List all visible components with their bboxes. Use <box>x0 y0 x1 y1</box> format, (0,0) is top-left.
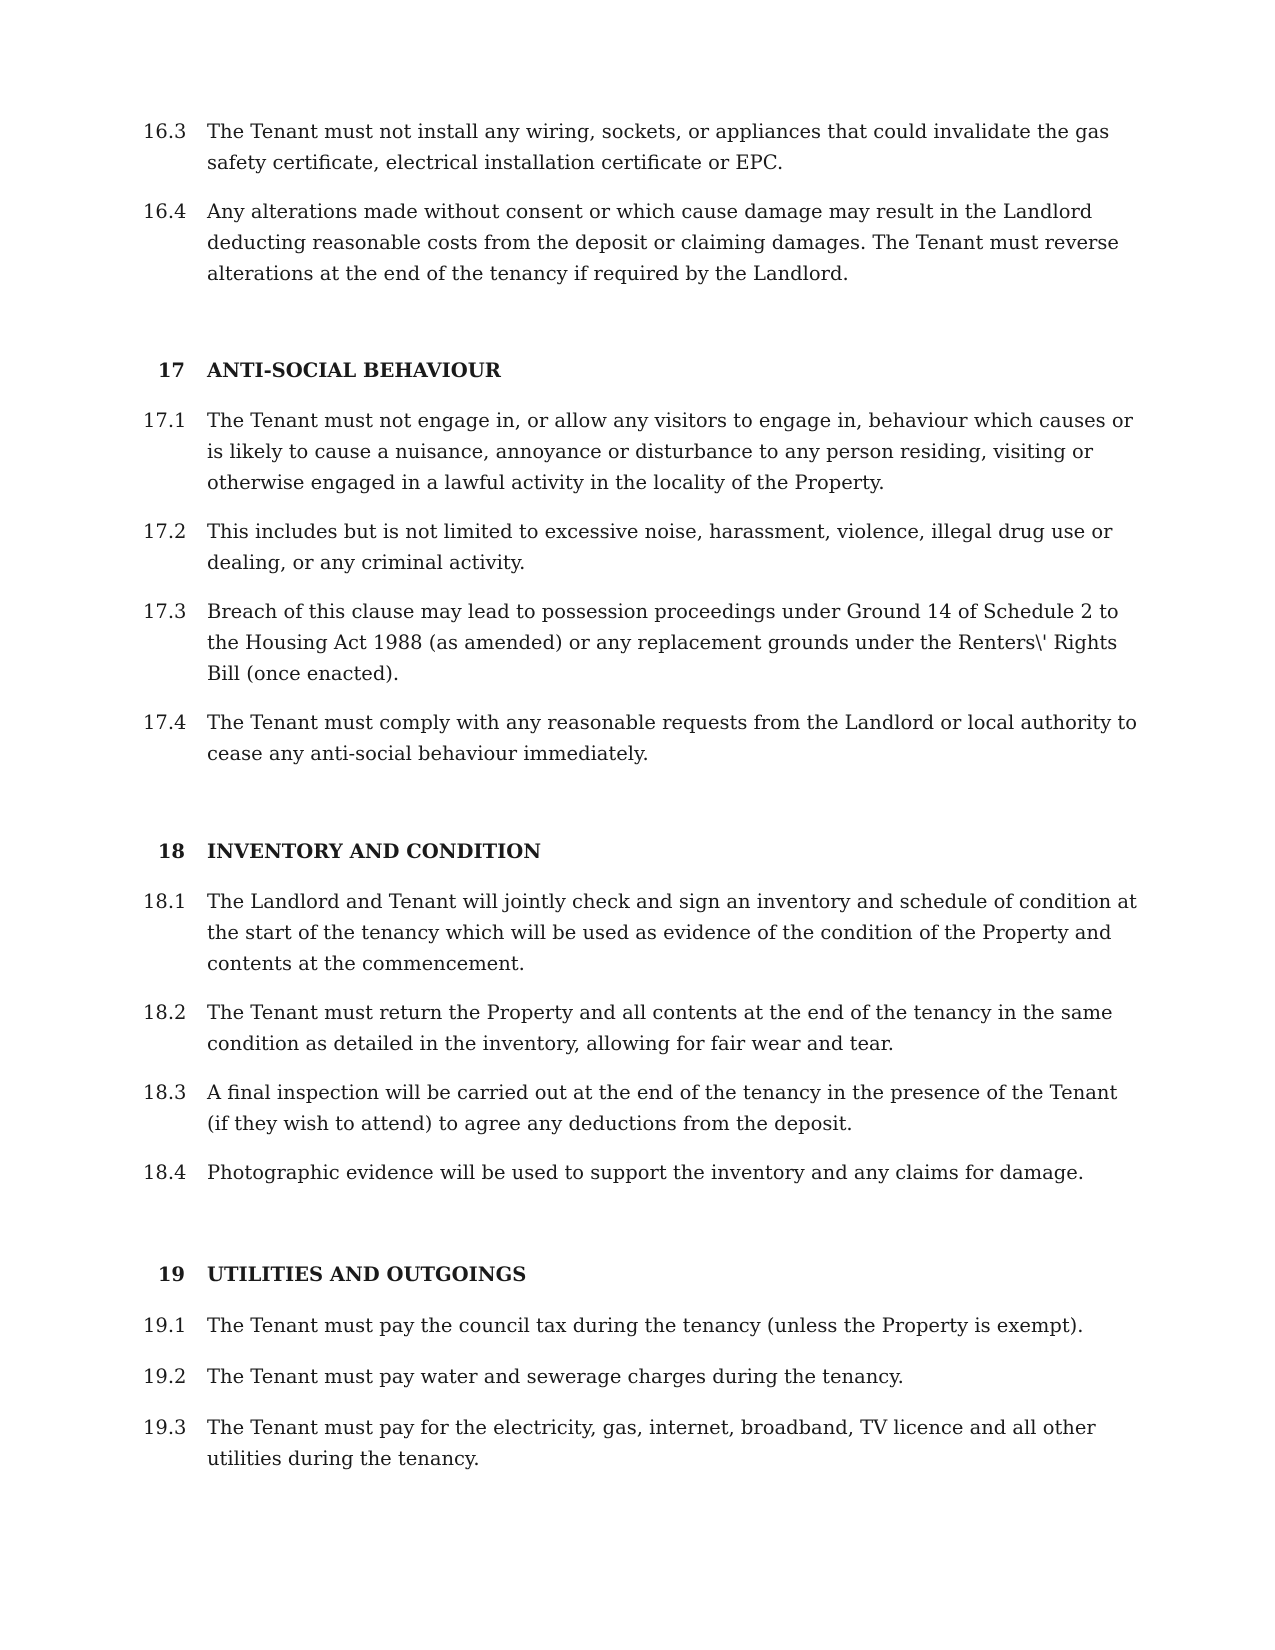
clause-number: 17.3 <box>143 600 187 623</box>
clause-number: 17.2 <box>143 520 187 543</box>
clause-text: Breach of this clause may lead to possession proceedings under Ground 14 of Schedule 2 to the Housing Act 1988 (as amended) or any replacement grounds under the Renters\' Rights Bill (once enacted). <box>207 600 1119 685</box>
clause-number: 19.1 <box>143 1314 187 1337</box>
clause-number: 16.3 <box>143 120 187 143</box>
clause-number: 17.1 <box>143 409 187 432</box>
clause-text: Photographic evidence will be used to support the inventory and any claims for damage. <box>207 1161 1084 1184</box>
clause-number: 18.2 <box>143 1001 187 1024</box>
clause-text: The Tenant must pay for the electricity, gas, internet, broadband, TV licence and all other utilities during the tenancy. <box>207 1416 1096 1470</box>
section-title: ANTI-SOCIAL BEHAVIOUR <box>207 359 501 382</box>
section-number: 18 <box>157 840 185 863</box>
section-title: UTILITIES AND OUTGOINGS <box>207 1263 527 1286</box>
clause-text: The Tenant must not engage in, or allow any visitors to engage in, behaviour which causes or is likely to cause a nuisance, annoyance or disturbance to any person residing, visiting or otherwise engaged in a lawful activity in the locality of the Property. <box>207 409 1133 494</box>
section-number: 19 <box>157 1263 185 1286</box>
clause-number: 19.2 <box>143 1365 187 1388</box>
clause-text: The Tenant must pay the council tax during the tenancy (unless the Property is exempt). <box>207 1314 1084 1337</box>
clause-text: Any alterations made without consent or which cause damage may result in the Landlord deducting reasonable costs from the deposit or claiming damages. The Tenant must reverse alterations at the end of the tenancy if required by the Landlord. <box>207 200 1119 285</box>
clause-number: 17.4 <box>143 711 187 734</box>
clause-number: 16.4 <box>143 200 187 223</box>
clause-text: The Landlord and Tenant will jointly check and sign an inventory and schedule of condition at the start of the tenancy which will be used as evidence of the condition of the Property and contents at the commencement. <box>207 890 1137 975</box>
section-number: 17 <box>157 359 185 382</box>
section-title: INVENTORY AND CONDITION <box>207 840 542 863</box>
clause-text: This includes but is not limited to excessive noise, harassment, violence, illegal drug use or dealing, or any criminal activity. <box>207 520 1113 574</box>
clause-number: 18.4 <box>143 1161 187 1184</box>
clause-number: 18.3 <box>143 1081 187 1104</box>
clause-text: The Tenant must not install any wiring, sockets, or appliances that could invalidate the gas safety certificate, electrical installation certificate or EPC. <box>207 120 1110 174</box>
clause-text: A final inspection will be carried out at the end of the tenancy in the presence of the Tenant (if they wish to attend) to agree any deductions from the deposit. <box>207 1081 1118 1135</box>
clause-text: The Tenant must comply with any reasonable requests from the Landlord or local authority to cease any anti-social behaviour immediately. <box>207 711 1138 765</box>
clause-text: The Tenant must pay water and sewerage charges during the tenancy. <box>207 1365 904 1388</box>
clause-number: 19.3 <box>143 1416 187 1439</box>
clause-number: 18.1 <box>143 890 187 913</box>
clause-text: The Tenant must return the Property and all contents at the end of the tenancy in the same condition as detailed in the inventory, allowing for fair wear and tear. <box>207 1001 1113 1055</box>
